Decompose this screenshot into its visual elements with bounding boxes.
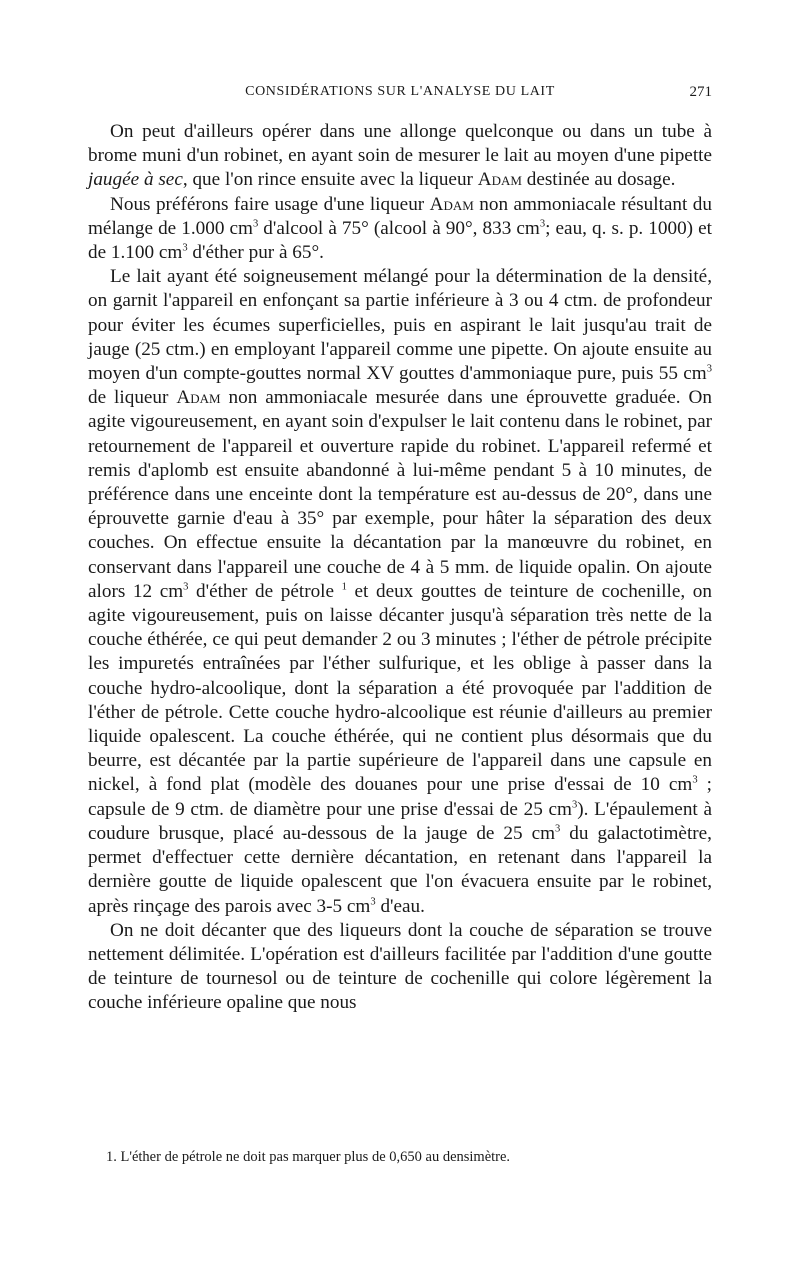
paragraph-3: Le lait ayant été soigneusement mélangé pour la détermination de la densité, on garnit l'appareil en enfonçant sa partie inférieure à 3 ou 4 ctm. de profondeur pour éviter les écumes superficielles, puis en aspirant le lait jusqu'au trait de jauge (25 ctm.) en employant l'appareil comme une pipette. On ajoute ensuite au moyen d'un compte-gouttes normal XV gouttes d'ammoniaque pure, puis 55 $cm^3$ de liqueur Adam non ammoniacale mesurée dans une éprouvette graduée. On agite vigoureusement, en ayant soin d'expulser le lait contenu dans le robinet, par retournement de l'appareil et ouverture rapide du robinet. L'appareil refermé et remis d'aplomb est ensuite abandonné à lui-même pendant 5 à 10 minutes, de préférence dans une enceinte dont la température est au-dessus de 20°, dans une éprouvette garnie d'eau à 35° par exemple, pour hâter la séparation des deux couches. On effectue ensuite la décantation par la manœuvre du robinet, en conservant dans l'appareil une couche de 4 à 5 mm. de liquide opalin. On ajoute alors 12 $cm^3$ d'éther de pétrole $^1$ et deux gouttes de teinture de cochenille, on agite vigoureusement, puis on laisse décanter jusqu'à séparation très nette de la couche éthérée, ce qui peut demander 2 ou 3 minutes ; l'éther de pétrole précipite les impuretés entraînées par l'éther sulfurique, et les oblige à passer dans la couche hydro-alcoolique, dont la séparation a été provoquée par l'addition de l'éther de pétrole. Cette couche hydro-alcoolique est réunie d'ailleurs au premier liquide opalescent. La couche éthérée, qui ne contient plus désormais que du beurre, est décantée par la partie supérieure de l'appareil dans une capsule en nickel, à fond plat (modèle des douanes pour une prise d'essai de 10 $cm^3$ ; capsule de 9 ctm. de diamètre pour une prise d'essai de 25 $cm^3$). L'épaulement à coudure brusque, placé au-dessous de la jauge de 25 $cm^3$ du galactotimètre, permet d'effectuer cette dernière décantation, en retenant dans l'appareil la dernière goutte de liquide opalescent que l'on évacuera ensuite par le robinet, après rinçage des parois avec 3-5 $cm^3$ d'eau. bbox=[88, 266, 712, 917]
emphasis-jaugee: jaugée à sec bbox=[88, 169, 183, 191]
footnote-ref: 1 bbox=[341, 581, 347, 593]
author-name-adam: Adam bbox=[176, 387, 221, 409]
running-title: CONSIDÉRATIONS SUR L'ANALYSE DU LAIT bbox=[245, 84, 555, 99]
author-name-adam: Adam bbox=[477, 169, 522, 191]
paragraph-2: Nous préférons faire usage d'une liqueur Adam non ammoniacale résultant du mélange de 1.000 $cm^3$ d'alcool à 75° (alcool à 90°, 833 $cm^3$; eau, q. s. p. 1000) et de 1.100 $cm^3$ d'éther pur à 65°. bbox=[88, 193, 712, 264]
author-name-adam: Adam bbox=[429, 193, 474, 215]
paragraph-4: On ne doit décanter que des liqueurs dont la couche de séparation se trouve nettement délimitée. L'opération est d'ailleurs facilitée par l'addition d'une goutte de teinture de tournesol ou de teinture de cochenille qui colore légèrement la couche inférieure opaline que nous bbox=[88, 919, 712, 1014]
page-number: 271 bbox=[689, 84, 712, 100]
paragraph-1: On peut d'ailleurs opérer dans une allonge quelconque ou dans un tube à brome muni d'un robinet, en ayant soin de mesurer le lait au moyen d'une pipette jaugée à sec, que l'on rince ensuite avec la liqueur Adam destinée au dosage. bbox=[88, 121, 712, 191]
page-header bbox=[88, 84, 712, 108]
footnote: 1. L'éther de pétrole ne doit pas marquer plus de 0,650 au densimètre. bbox=[106, 1149, 511, 1165]
body-text bbox=[88, 120, 712, 1016]
